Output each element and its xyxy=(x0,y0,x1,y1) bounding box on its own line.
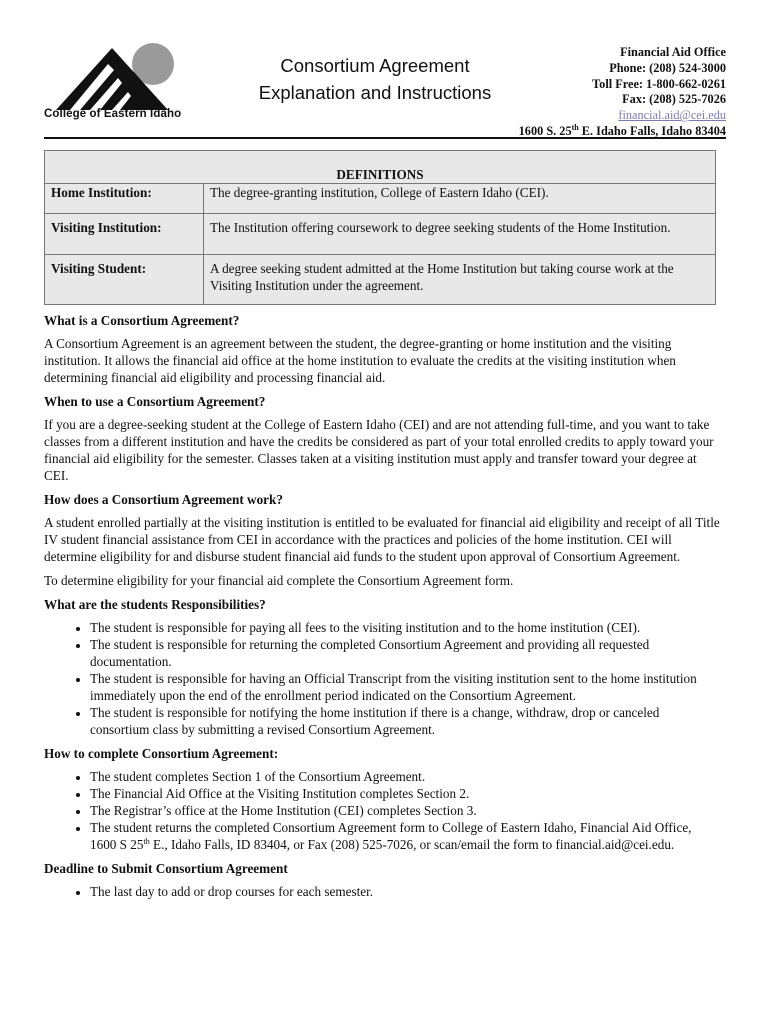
list-item: • The Financial Aid Office at the Visiting Institution completes Section 2. xyxy=(90,785,720,802)
email-link[interactable]: financial.aid@cei.edu xyxy=(618,108,726,123)
definitions-heading: DEFINITIONS xyxy=(45,151,716,184)
document-body xyxy=(44,312,720,907)
definition-term: Home Institution: xyxy=(45,184,204,214)
list-item: • The student completes Section 1 of the Consortium Agreement. xyxy=(90,768,720,785)
completion-steps-list xyxy=(44,768,720,853)
table-row xyxy=(45,214,716,255)
header-divider xyxy=(44,137,726,139)
title-line-2: Explanation and Instructions xyxy=(258,82,492,103)
table-row xyxy=(45,184,716,214)
fax: Fax: (208) 525-7026 xyxy=(622,92,726,107)
deadline-list xyxy=(44,883,720,900)
section-paragraph: To determine eligibility for your financial aid complete the Consortium Agreement form. xyxy=(44,573,514,588)
definition-text: The Institution offering coursework to degree seeking students of the Home Institution. xyxy=(204,214,716,255)
college-name: College of Eastern Idaho xyxy=(44,108,182,120)
college-logo xyxy=(44,42,204,128)
definition-text: The degree-granting institution, College of Eastern Idaho (CEI). xyxy=(204,184,716,214)
mountain-logo-icon xyxy=(56,42,186,112)
page-title xyxy=(248,52,502,106)
section-heading: When to use a Consortium Agreement? xyxy=(44,394,266,409)
list-item: • The student is responsible for returning the completed Consortium Agreement and providing all requested documentation. xyxy=(90,636,720,670)
section-heading: What are the students Responsibilities? xyxy=(44,597,266,612)
section-heading: Deadline to Submit Consortium Agreement xyxy=(44,861,288,876)
section-paragraph: If you are a degree-seeking student at the College of Eastern Idaho (CEI) and are not attending full-time, and you want to take classes from a different institution and have the credits be considered as part of your total enrolled credits to apply toward your financial aid eligibility for the semester. Classes taken at a visiting institution must apply and transfer toward your degree at CEI. xyxy=(44,417,714,483)
table-row xyxy=(45,255,716,305)
list-item: • The Registrar’s office at the Home Institution (CEI) completes Section 3. xyxy=(90,802,720,819)
definition-term: Visiting Student: xyxy=(45,255,204,305)
definitions-table xyxy=(44,150,716,305)
section-heading: How does a Consortium Agreement work? xyxy=(44,492,283,507)
address: 1600 S. 25th E. Idaho Falls, Idaho 83404 xyxy=(518,122,726,138)
section-paragraph: A Consortium Agreement is an agreement between the student, the degree-granting or home institution and the visiting institution. It allows the financial aid office at the home institution to evaluate the credits at the visiting institution when determining financial aid eligibility and processing financial aid. xyxy=(44,336,676,385)
section-heading: How to complete Consortium Agreement: xyxy=(44,746,279,761)
section-paragraph: A student enrolled partially at the visiting institution is entitled to be evaluated for financial aid eligibility and receipt of all Title IV student financial assistance from CEI in accordance with the practices and policies of the home institution. CEI will determine eligibility for and disburse student financial aid funds to the student upon approval of Consortium Agreement. xyxy=(44,515,720,564)
section-heading: What is a Consortium Agreement? xyxy=(44,313,240,328)
list-item: • The student is responsible for having an Official Transcript from the visiting institution sent to the home institution immediately upon the end of the enrollment period indicated on the Consortium Agreement. xyxy=(90,670,720,704)
definition-term: Visiting Institution: xyxy=(45,214,204,255)
contact-block xyxy=(519,45,726,140)
definition-text: A degree seeking student admitted at the Home Institution but taking course work at the Visiting Institution under the agreement. xyxy=(204,255,716,305)
toll-free: Toll Free: 1-800-662-0261 xyxy=(592,76,726,91)
office-name: Financial Aid Office xyxy=(620,45,726,59)
list-item: • The student is responsible for paying all fees to the visiting institution and to the home institution (CEI). xyxy=(90,619,720,636)
list-item: • The student returns the completed Consortium Agreement form to College of Eastern Idaho, Financial Aid Office, 1600 S 25th E., Idaho Falls, ID 83404, or Fax (208) 525-7026, or scan/email the form to financial.aid@cei.edu. xyxy=(90,819,720,853)
phone: Phone: (208) 524-3000 xyxy=(609,60,726,75)
list-item: • The last day to add or drop courses for each semester. xyxy=(90,883,720,900)
list-item: • The student is responsible for notifying the home institution if there is a change, withdraw, drop or canceled consortium class by submitting a revised Consortium Agreement. xyxy=(90,704,720,738)
title-line-1: Consortium Agreement xyxy=(280,55,470,76)
responsibilities-list xyxy=(44,619,720,738)
